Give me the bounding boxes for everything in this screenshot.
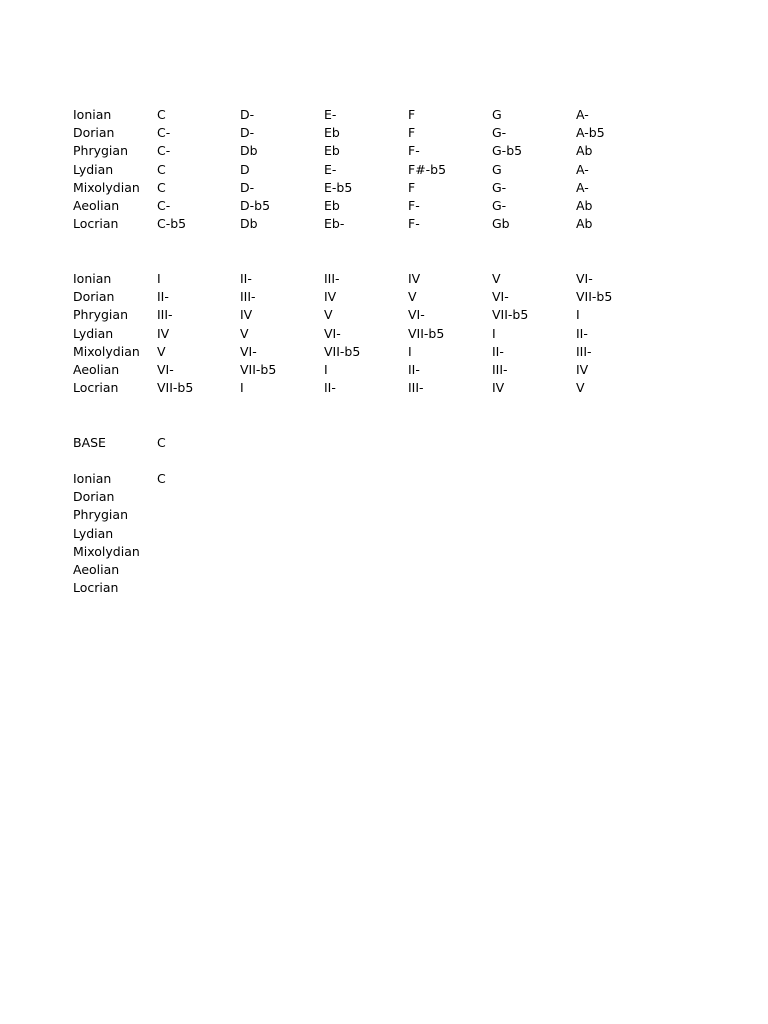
table-cell: VII-b5 [157,380,194,396]
table-cell: V [492,271,501,286]
table-cell: IV [157,325,170,341]
table-cell: V [240,325,249,341]
table-cell: C- [157,197,171,213]
table-cell: C [157,179,166,195]
table-cell: II- [408,361,420,377]
table-cell: VI- [157,361,174,377]
base-label: BASE [73,435,106,450]
table-cell: Eb- [324,216,345,232]
table-cell: F#-b5 [408,161,447,177]
mode-name: Mixolydian [73,543,140,559]
mode-name: Ionian [73,471,112,486]
table-cell: Eb [324,125,340,141]
table-cell: G [492,107,502,122]
table-cell: I [408,343,412,359]
table-cell: Eb [324,197,340,213]
table-cell: C-b5 [157,216,187,232]
table-cell: C [157,107,166,122]
table-cell: Db [240,216,258,232]
table-cell: D [240,161,250,177]
table-cell: Eb [324,143,340,159]
table-cell: III- [157,307,173,323]
table-cell: IV [324,289,337,305]
mode-name: Dorian [73,489,115,505]
table-cell: G- [492,125,507,141]
mode-name: Aeolian [73,361,120,377]
mode-name: Ionian [73,107,112,122]
table-cell: D-b5 [240,197,271,213]
mode-name: Lydian [73,161,114,177]
mode-name: Locrian [73,380,119,396]
mode-name: Ionian [73,271,112,286]
table-cell: V [324,307,333,323]
table-cell: III- [240,289,256,305]
table-cell: G-b5 [492,143,523,159]
table-cell: D- [240,125,255,141]
table-cell: V [576,380,585,396]
table-cell: E- [324,107,337,122]
table-cell: E- [324,161,337,177]
mode-name: Mixolydian [73,179,140,195]
table-cell: III- [492,361,508,377]
table-cell: VI- [324,325,341,341]
table-cell: Ab [576,143,593,159]
mode-name: Mixolydian [73,343,140,359]
table-cell: V [157,343,166,359]
table-cell: VII-b5 [240,361,277,377]
table-cell: G [492,161,502,177]
base-value[interactable]: C [157,435,166,450]
table-cell: VI- [576,271,593,286]
mode-name: Dorian [73,289,115,305]
table-cell: I [240,380,244,396]
table-cell: F- [408,197,420,213]
table-cell: I [492,325,496,341]
table-cell: IV [492,380,505,396]
mode-name: Aeolian [73,197,120,213]
table-cell: C- [157,125,171,141]
table-cell: A- [576,107,589,122]
table-cell: G- [492,197,507,213]
table-cell: Ab [576,216,593,232]
table-cell: Gb [492,216,510,232]
table-cell: II- [157,289,169,305]
mode-name: Dorian [73,125,115,141]
table-cell: VII-b5 [492,307,529,323]
mode-name: Lydian [73,325,114,341]
table-cell: D- [240,107,255,122]
table-cell: I [157,271,161,286]
table-cell: A-b5 [576,125,605,141]
table-cell: IV [408,271,421,286]
table-cell: VI- [408,307,425,323]
table-cell: E-b5 [324,179,353,195]
table-cell: VII-b5 [324,343,361,359]
mode-name: Locrian [73,216,119,232]
table-cell: II- [492,343,504,359]
table-cell: VII-b5 [576,289,613,305]
table-cell: Ab [576,197,593,213]
mode-name: Aeolian [73,561,120,577]
table-cell: A- [576,161,589,177]
table-cell: C [157,471,166,486]
table-cell: F [408,107,416,122]
table-cell: VI- [492,289,509,305]
table-cell: VII-b5 [408,325,445,341]
table-cell: V [408,289,417,305]
mode-name: Locrian [73,580,119,596]
table-cell: I [576,307,580,323]
table-cell: VI- [240,343,257,359]
mode-name: Phrygian [73,507,128,523]
table-cell: D- [240,179,255,195]
table-cell: C [157,161,166,177]
mode-name: Lydian [73,525,114,541]
table-cell: A- [576,179,589,195]
table-cell: G- [492,179,507,195]
table-cell: C- [157,143,171,159]
table-cell: IV [576,361,589,377]
table-cell: F [408,125,416,141]
table-cell: Db [240,143,258,159]
table-cell: III- [576,343,592,359]
table-cell: F- [408,143,420,159]
table-cell: III- [324,271,340,286]
mode-name: Phrygian [73,143,128,159]
table-cell: III- [408,380,424,396]
table-cell: II- [576,325,588,341]
table-cell: F [408,179,416,195]
table-cell: F- [408,216,420,232]
table-cell: I [324,361,328,377]
table-cell: II- [324,380,336,396]
mode-name: Phrygian [73,307,128,323]
table-cell: IV [240,307,253,323]
table-cell: II- [240,271,252,286]
